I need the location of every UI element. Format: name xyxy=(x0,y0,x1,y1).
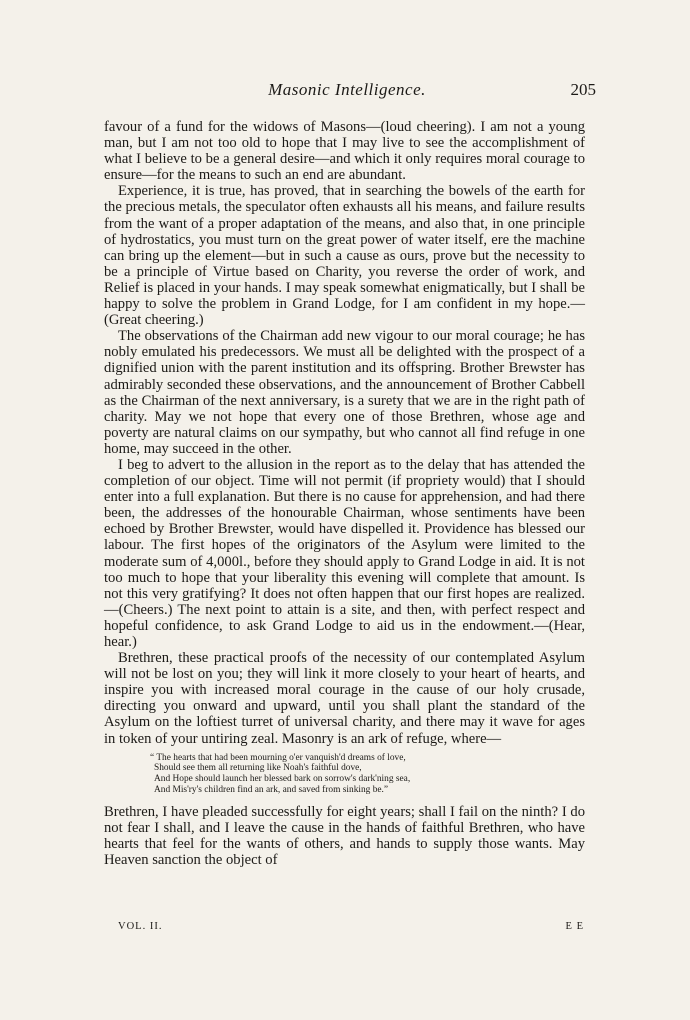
paragraph-2: Experience, it is true, has proved, that in searching the bowels of the earth for the precious metals, the speculator often exhausts all his means, and failure results from the want of a proper adaptation of the means, and also that, in one principle of hydrostatics, you must turn on the great power of water itself, ere the machine can bring up the element—but in such a cause as ours, prove but the necessity to be a principle of Virtue based on Charity, you reverse the order of work, and Relief is placed in your hands. I may speak somewhat enigmatically, but I shall be happy to solve the problem in Grand Lodge, for I am confident in my hope.—(Great cheering.) xyxy=(104,183,585,329)
paragraph-4: I beg to advert to the allusion in the report as to the delay that has attended the completion of our object. Time will not permit (if propriety would) that I should enter into a full explanation. But there is no cause for apprehension, and had there been, the addresses of the honourable Chairman, whose sentiments have been echoed by Brother Brewster, would have dispelled it. Providence has blessed our labour. The first hopes of the originators of the Asylum were limited to the moderate sum of 4,000l., before they should apply to Grand Lodge in aid. It is not too much to hope that your liberality this evening will complete that amount. Is not this very gratifying? It does not often happen that our first hopes are realized.—(Cheers.) The next point to attain is a site, and then, with perfect respect and hopeful confidence, to ask Grand Lodge to aid us in the endowment.—(Hear, hear.) xyxy=(104,456,585,650)
paragraph-1: favour of a fund for the widows of Masons—(loud cheering). I am not a young man, but I am not too old to hope that I may live to see the accomplishment of what I believe to be a general desire—and which it only requires moral courage to ensure—for the means to such an end are abundant. xyxy=(104,119,585,184)
verse-line: Should see them all returning like Noah's faithful dove, xyxy=(154,763,362,774)
paragraph-5: Brethren, these practical proofs of the necessity of our contemplated Asylum will not be lost on you; they will link it more closely to your heart of hearts, and inspire you with increased moral courage in the cause of our holy crusade, directing you onward and upward, until you shall plant the standard of the Asylum on the loftiest turret of universal charity, and there may it wave for ages in token of your untiring zeal. Masonry is an ark of refuge, where— xyxy=(104,650,585,747)
closing-paragraph: Brethren, I have pleaded successfully for eight years; shall I fail on the ninth? I do not fear I shall, and I leave the cause in the hands of faithful Brethren, who have hearts that feel for the wants of others, and hands to supply those wants. May Heaven sanction the object of xyxy=(104,803,585,869)
volume-label: VOL. II. xyxy=(118,921,163,932)
page-number: 205 xyxy=(570,80,596,99)
article-body xyxy=(104,119,585,868)
verse-quotation xyxy=(150,753,585,796)
running-title: Masonic Intelligence. xyxy=(268,80,426,99)
verse-line: And Hope should launch her blessed bark on sorrow's dark'ning sea, xyxy=(154,774,411,785)
page-footer xyxy=(118,921,588,935)
page-header xyxy=(104,80,596,104)
verse-line: And Mis'ry's children find an ark, and saved from sinking be.” xyxy=(154,785,389,796)
paragraph-3: The observations of the Chairman add new vigour to our moral courage; he has nobly emulated his predecessors. We must all be delighted with the prospect of a dignified union with the parent institution and its offspring. Brother Brewster has admirably seconded these observations, and the announcement of Brother Cabbell as the Chairman of the next anniversary, is a surety that we are in the right path of charity. May we not hope that every one of those Brethren, whose age and poverty are natural claims on our sympathy, but who cannot all find refuge in one home, may succeed in the other. xyxy=(104,328,585,457)
verse-line: “ The hearts that had been mourning o'er vanquish'd dreams of love, xyxy=(150,752,406,763)
signature-mark: E E xyxy=(565,921,584,932)
